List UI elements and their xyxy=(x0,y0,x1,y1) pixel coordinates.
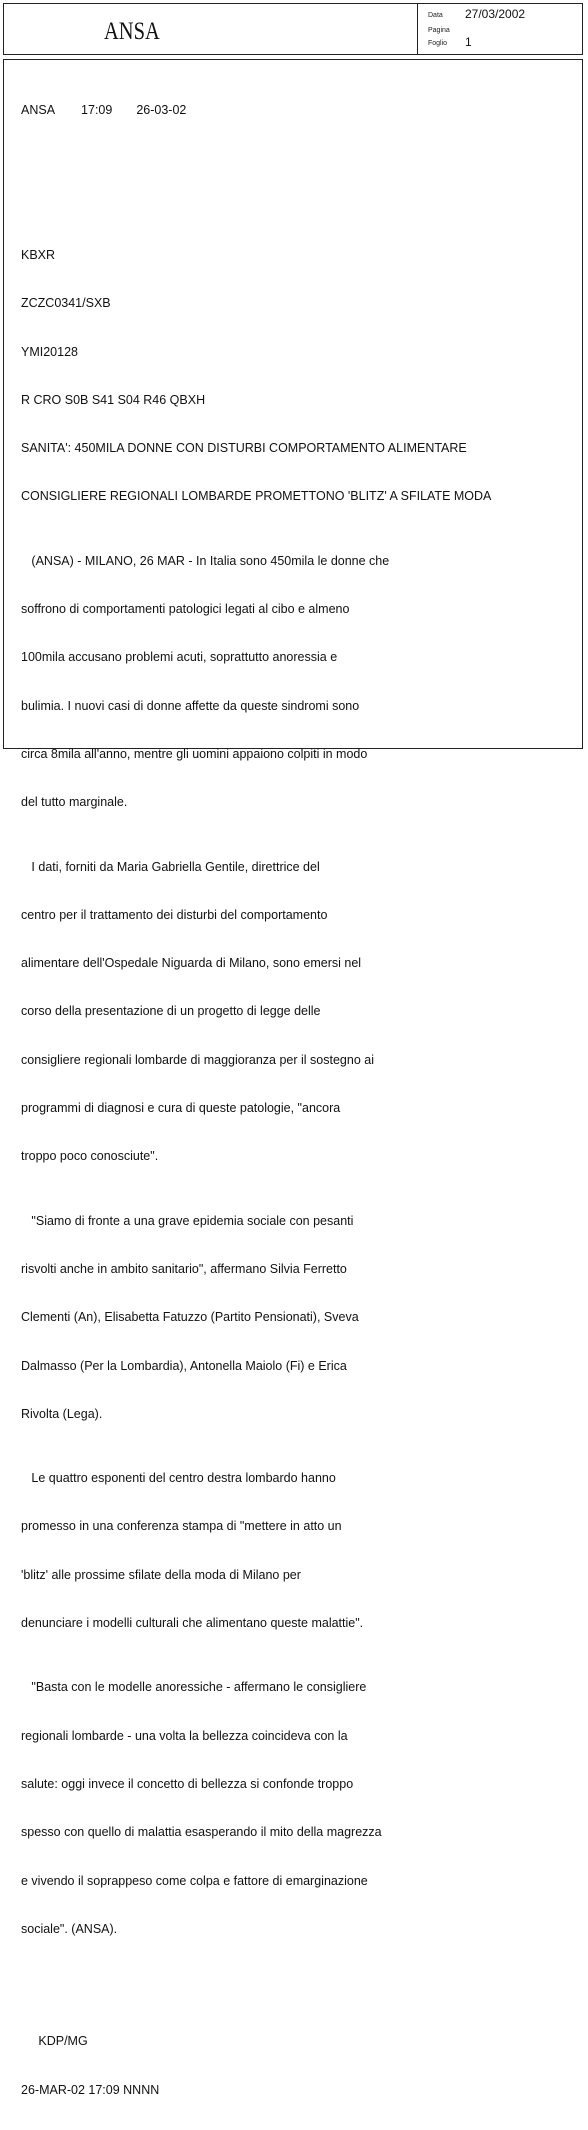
ansa-logo: ANSA xyxy=(104,18,160,45)
body-line: Dalmasso (Per la Lombardia), Antonella Maiolo (Fi) e Erica xyxy=(21,1358,347,1373)
body-line: del tutto marginale. xyxy=(21,795,128,810)
foglio-value: 1 xyxy=(465,35,472,49)
pagina-label: Pagina xyxy=(428,27,450,34)
body-line: risvolti anche in ambito sanitario", affermano Silvia Ferretto xyxy=(21,1261,347,1276)
footer-line: 26-MAR-02 17:09 NNNN xyxy=(21,2082,160,2097)
data-label: Data xyxy=(428,12,443,19)
body-line: e vivendo il soprappeso come colpa e fattore di emarginazione xyxy=(21,1873,368,1888)
body-line: regionali lombarde - una volta la bellezza coincideva con la xyxy=(21,1728,348,1743)
dateline-agency: ANSA xyxy=(21,103,56,118)
code-line: R CRO S0B S41 S04 R46 QBXH xyxy=(21,392,206,407)
code-line: ZCZC0341/SXB xyxy=(21,296,111,311)
body-line: spesso con quello di malattia esasperando il mito della magrezza xyxy=(21,1825,382,1840)
dateline-date: 26-03-02 xyxy=(136,103,187,118)
news-body-box xyxy=(3,59,583,2097)
body-line: corso della presentazione di un progetto di legge delle xyxy=(21,1004,321,1019)
news-text xyxy=(21,70,491,2130)
body-line: "Siamo di fronte a una grave epidemia sociale con pesanti xyxy=(21,1213,354,1228)
body-line: 'blitz' alle prossime sfilate della moda di Milano per xyxy=(21,1567,301,1582)
document-header xyxy=(3,3,583,55)
body-line: 100mila accusano problemi acuti, soprattutto anoressia e xyxy=(21,650,338,665)
body-line: centro per il trattamento dei disturbi del comportamento xyxy=(21,907,328,922)
dateline-time: 17:09 xyxy=(81,103,113,118)
signature: KDP/MG xyxy=(21,2034,88,2049)
body-line: circa 8mila all'anno, mentre gli uomini appaiono colpiti in modo xyxy=(21,746,368,761)
headline-line: SANITA': 450MILA DONNE CON DISTURBI COMPORTAMENTO ALIMENTARE xyxy=(21,441,467,456)
foglio-label: Foglio xyxy=(428,40,448,47)
code-line: KBXR xyxy=(21,248,56,263)
meta-box xyxy=(417,4,583,54)
headline-line: CONSIGLIERE REGIONALI LOMBARDE PROMETTONO 'BLITZ' A SFILATE MODA xyxy=(21,489,492,504)
body-line: "Basta con le modelle anoressiche - affermano le consigliere xyxy=(21,1680,367,1695)
body-line: consigliere regionali lombarde di maggioranza per il sostegno ai xyxy=(21,1052,374,1067)
body-line: programmi di diagnosi e cura di queste patologie, "ancora xyxy=(21,1101,341,1115)
body-line: troppo poco conosciute". xyxy=(21,1149,159,1164)
body-line: salute: oggi invece il concetto di bellezza si confonde troppo xyxy=(21,1776,354,1791)
body-line: Le quattro esponenti del centro destra lombardo hanno xyxy=(21,1471,336,1486)
body-line: Rivolta (Lega). xyxy=(21,1406,103,1421)
body-line: denunciare i modelli culturali che alimentano queste malattie". xyxy=(21,1616,364,1630)
body-line: promesso in una conferenza stampa di "mettere in atto un xyxy=(21,1519,342,1534)
code-line: YMI20128 xyxy=(21,344,78,359)
body-line: sociale". (ANSA). xyxy=(21,1921,118,1936)
body-line: soffrono di comportamenti patologici legati al cibo e almeno xyxy=(21,602,350,617)
body-line: Clementi (An), Elisabetta Fatuzzo (Partito Pensionati), Sveva xyxy=(21,1310,359,1325)
body-line: I dati, forniti da Maria Gabriella Gentile, direttrice del xyxy=(21,859,320,874)
body-line: bulimia. I nuovi casi di donne affette da queste sindromi sono xyxy=(21,698,360,713)
body-line: (ANSA) - MILANO, 26 MAR - In Italia sono 450mila le donne che xyxy=(21,553,390,568)
dateline xyxy=(21,102,491,118)
body-line: alimentare dell'Ospedale Niguarda di Milano, sono emersi nel xyxy=(21,956,362,971)
data-value: 27/03/2002 xyxy=(465,7,526,21)
